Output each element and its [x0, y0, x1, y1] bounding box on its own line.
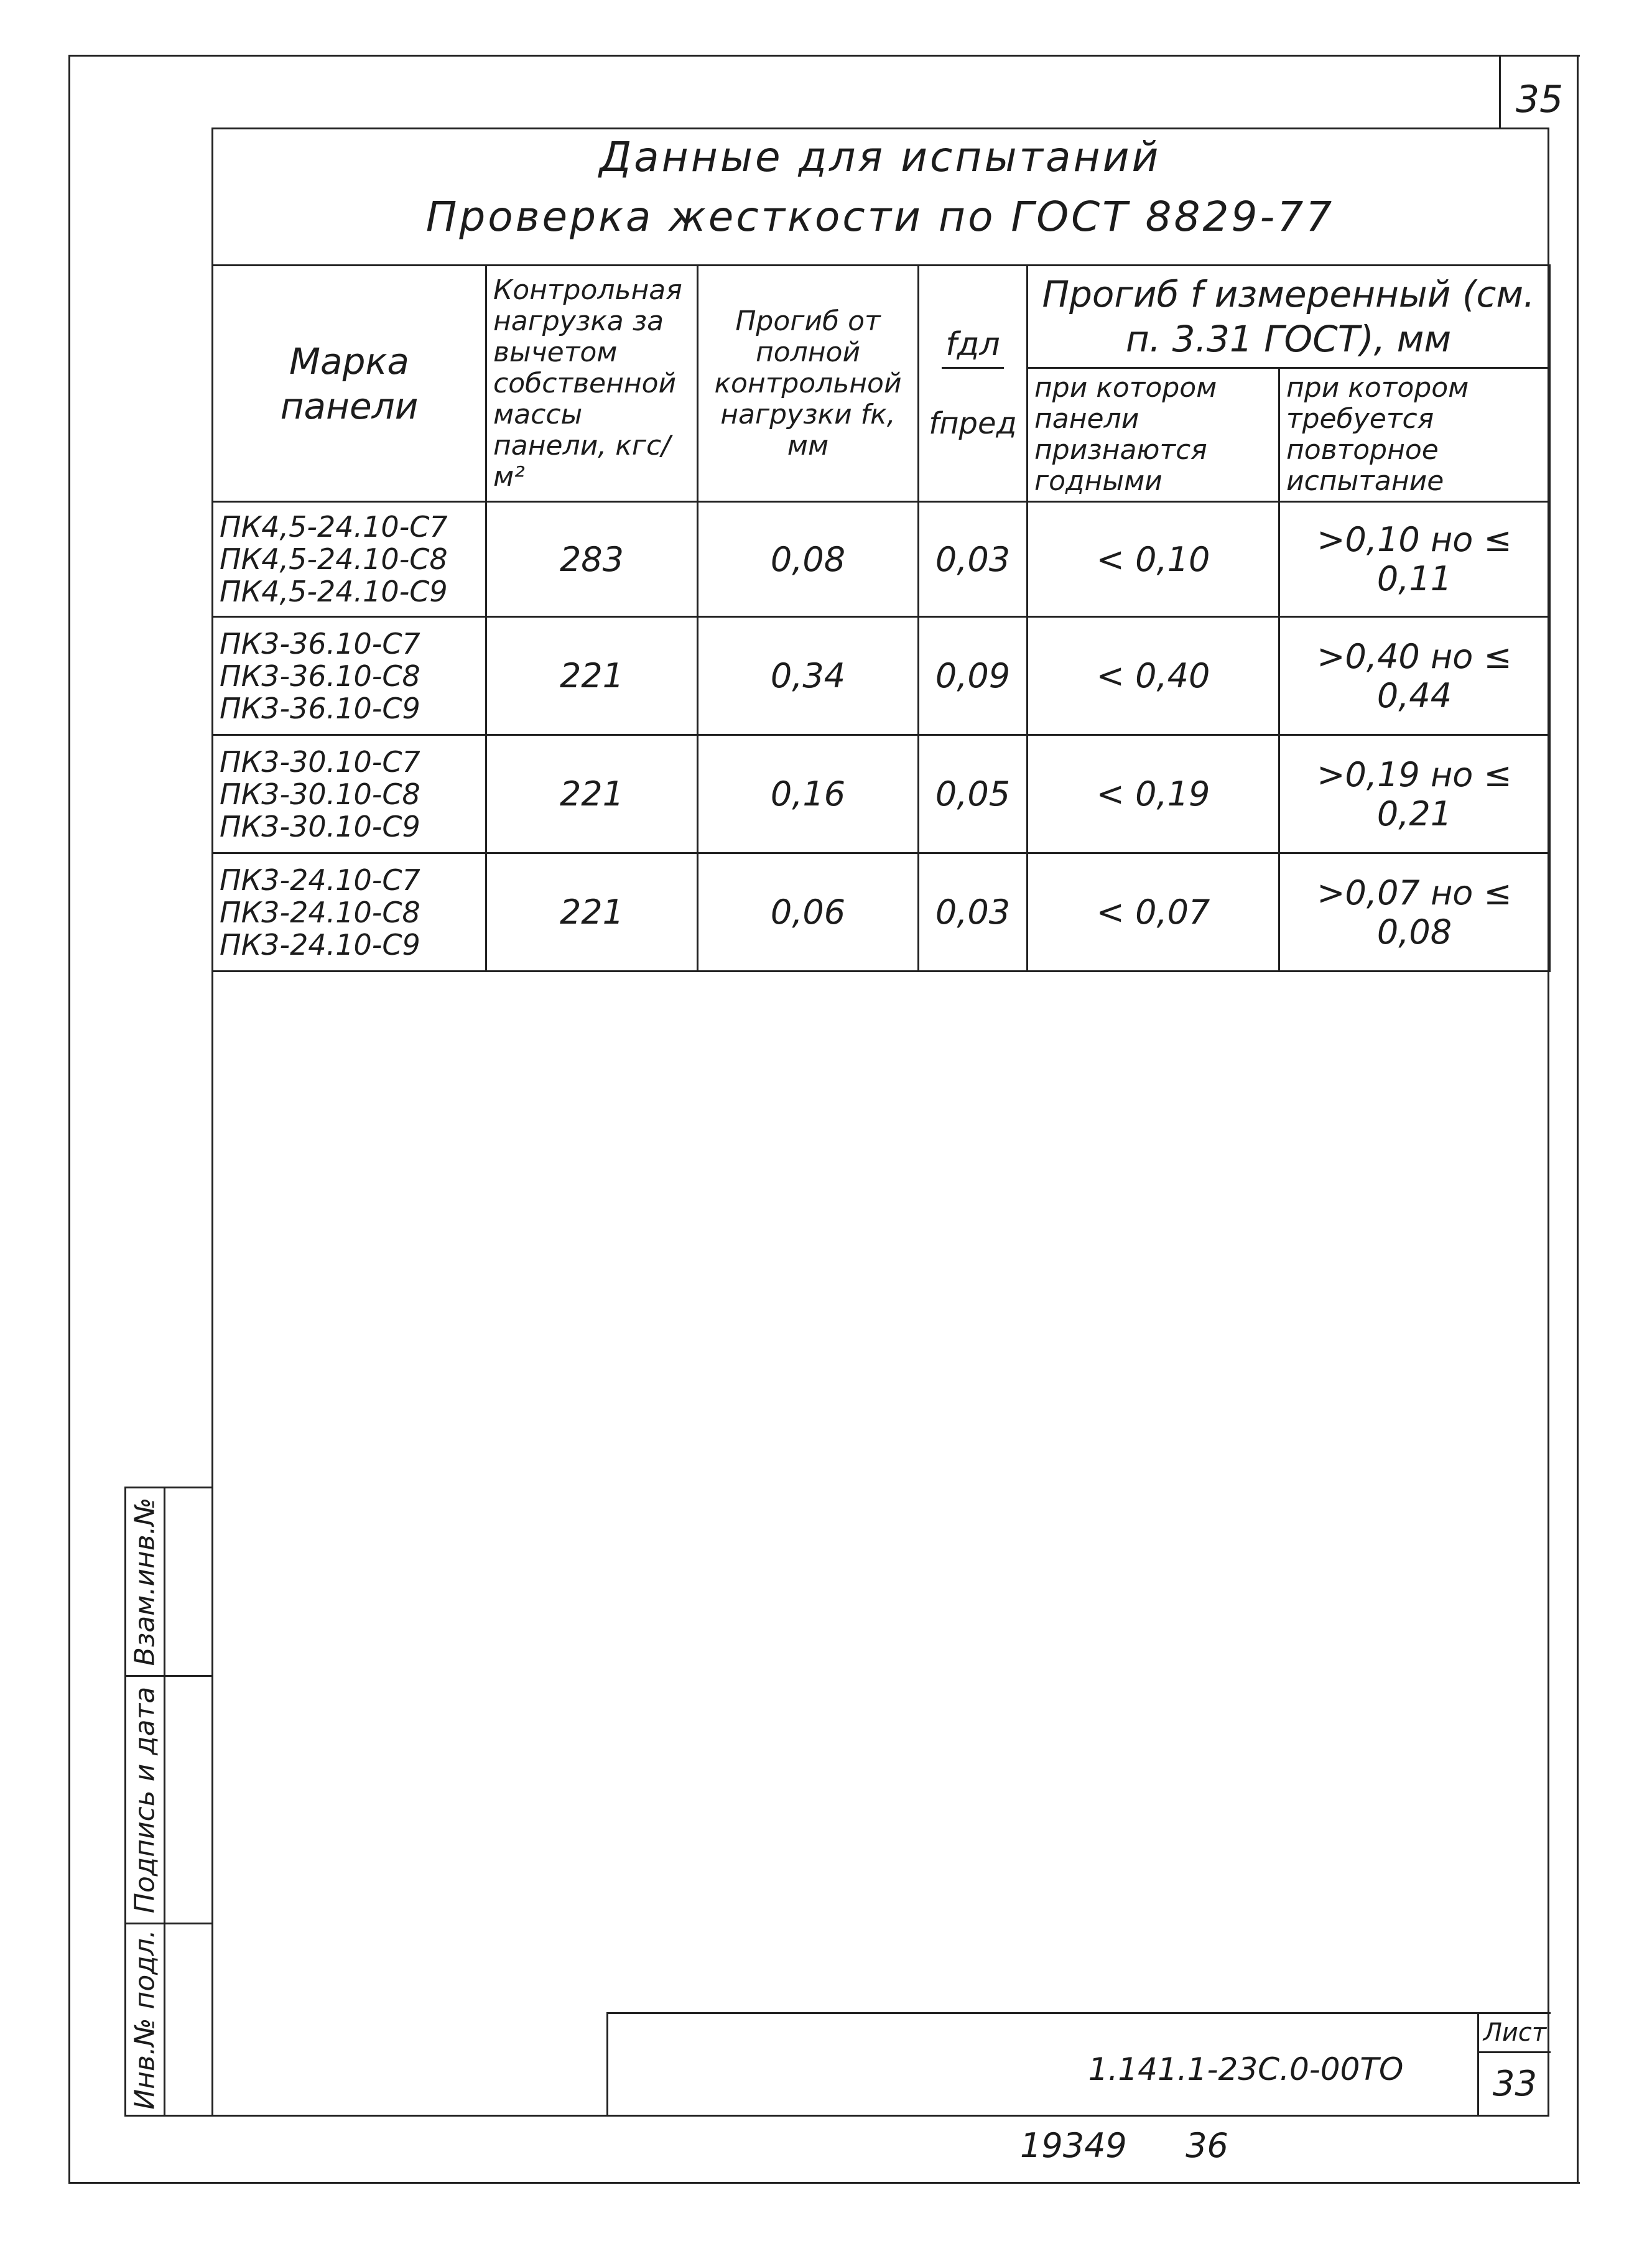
load-value: 283 — [486, 502, 698, 617]
good-value: < 0,10 — [1028, 502, 1279, 617]
sheet-box — [1477, 2014, 1551, 2117]
brand-item: ПК3-30.10-С9 — [220, 809, 420, 843]
deflection-value: 0,34 — [698, 617, 919, 735]
sheet-top-border — [68, 55, 1580, 57]
sheet-bottom-border — [68, 2182, 1580, 2184]
archive-number: 19349 — [1020, 2126, 1127, 2165]
header-deflection-full: Прогиб от полной контрольной нагрузки fк, мм — [698, 266, 919, 502]
table-row — [213, 502, 1550, 617]
title-line-1: Данные для испытаний — [599, 133, 1161, 181]
header-load: Контрольная нагрузка за вычетом собственной массы панели, кгс/м² — [486, 266, 698, 502]
ratio-value: 0,03 — [919, 853, 1028, 972]
deflection-table — [211, 264, 1551, 972]
title-line-2: Проверка жесткости по ГОСТ 8829-77 — [425, 193, 1335, 241]
brand-item: ПК4,5-24.10-С7 — [220, 510, 448, 544]
ratio-denominator: fпред — [929, 406, 1017, 441]
footer-page: 36 — [1186, 2126, 1228, 2165]
brand-item: ПК3-36.10-С8 — [220, 659, 420, 693]
side-cell-inv-original — [126, 1924, 165, 2115]
ratio-value: 0,05 — [919, 735, 1028, 853]
deflection-value: 0,06 — [698, 853, 919, 972]
sheet-label: Лист — [1479, 2014, 1551, 2053]
retest-value: >0,10 но ≤ 0,11 — [1279, 502, 1550, 617]
retest-value: >0,40 но ≤ 0,44 — [1279, 617, 1550, 735]
retest-value: >0,07 но ≤ 0,08 — [1279, 853, 1550, 972]
ratio-numerator: fдл — [942, 326, 1004, 369]
load-value: 221 — [486, 735, 698, 853]
good-value: < 0,19 — [1028, 735, 1279, 853]
brand-cell — [213, 853, 486, 972]
side-label-inv-replace: Взам.инв.№ — [129, 1497, 161, 1666]
header-good: при котором панели признаются годными — [1028, 368, 1279, 502]
good-value: < 0,07 — [1028, 853, 1279, 972]
sheet-number: 33 — [1492, 2064, 1538, 2104]
sheet-left-border — [68, 55, 70, 2182]
brand-item: ПК3-30.10-С7 — [220, 745, 420, 779]
header-measured: Прогиб f измеренный (см. п. 3.31 ГОСТ), мм — [1028, 266, 1550, 368]
side-value-signature-date — [164, 1677, 213, 1924]
table-row — [213, 617, 1550, 735]
title-stamp — [606, 2012, 1551, 2117]
ratio-value: 0,03 — [919, 502, 1028, 617]
load-value: 221 — [486, 853, 698, 972]
load-value: 221 — [486, 617, 698, 735]
side-label-signature-date: Подпись и дата — [129, 1686, 161, 1913]
brand-cell — [213, 735, 486, 853]
table-row — [213, 853, 1550, 972]
inventory-sidebar — [124, 1487, 213, 2117]
good-value: < 0,40 — [1028, 617, 1279, 735]
header-brand: Марка панели — [213, 266, 486, 502]
page-number-box-left — [1499, 55, 1501, 128]
document-code: 1.141.1-23С.0-00ТО — [1088, 2051, 1404, 2087]
side-value-inv-replace — [164, 1488, 213, 1677]
table-row — [213, 735, 1550, 853]
brand-item: ПК4,5-24.10-С9 — [220, 575, 448, 608]
side-cell-inv-replace — [126, 1488, 165, 1677]
ratio-value: 0,09 — [919, 617, 1028, 735]
header-retest: при котором требуется повторное испытание — [1279, 368, 1550, 502]
brand-item: ПК3-24.10-С8 — [220, 895, 420, 929]
page-number: 35 — [1515, 78, 1564, 121]
retest-value: >0,19 но ≤ 0,21 — [1279, 735, 1550, 853]
brand-item: ПК3-30.10-С8 — [220, 777, 420, 811]
brand-item: ПК3-36.10-С9 — [220, 691, 420, 725]
brand-item: ПК3-36.10-С7 — [220, 626, 420, 661]
sheet-right-border — [1577, 55, 1579, 2182]
brand-cell — [213, 617, 486, 735]
brand-item: ПК3-24.10-С7 — [220, 863, 420, 897]
brand-item: ПК3-24.10-С9 — [220, 927, 420, 962]
document-title — [211, 128, 1549, 264]
deflection-value: 0,16 — [698, 735, 919, 853]
side-cell-signature-date — [126, 1677, 165, 1924]
deflection-value: 0,08 — [698, 502, 919, 617]
brand-cell — [213, 502, 486, 617]
archive-footer — [1020, 2126, 1368, 2165]
header-ratio — [919, 266, 1028, 502]
side-value-inv-original — [164, 1924, 213, 2115]
brand-item: ПК4,5-24.10-С8 — [220, 542, 448, 576]
side-label-inv-original: Инв.№ подл. — [129, 1929, 161, 2110]
